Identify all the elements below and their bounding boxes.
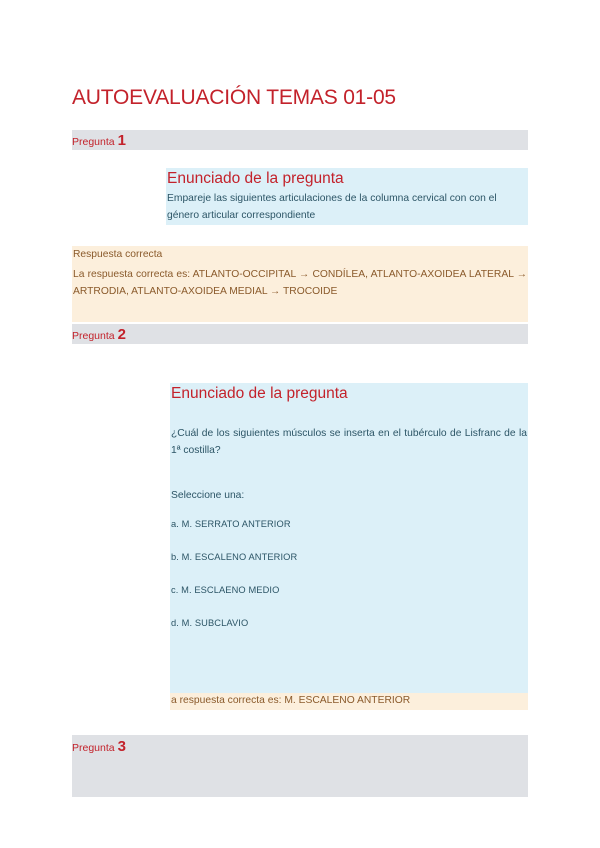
question-1-answer [72,246,528,322]
question-1-header [72,130,528,150]
question-number: 2 [117,326,126,343]
question-label: Pregunta [72,330,115,342]
page-title: AUTOEVALUACIÓN TEMAS 01-05 [72,86,396,109]
stem-heading: Enunciado de la pregunta [171,385,348,402]
answer-text: La respuesta correcta es: ATLANTO-OCCIPITAL → CONDÍLEA, ATLANTO-AXOIDEA LATERAL → ARTRODIA, ATLANTO-AXOIDEA MEDIAL → TROCOIDE [73,269,527,297]
question-3-header [72,735,528,797]
select-one-label: Seleccione una: [171,490,245,501]
stem-heading: Enunciado de la pregunta [167,170,344,187]
question-number: 3 [117,738,126,755]
answer-label: Respuesta correcta [73,249,163,260]
option-c[interactable]: c. M. ESCLAENO MEDIO [171,585,280,595]
question-1-stem [166,168,528,225]
question-label: Pregunta [72,136,115,148]
question-2-answer: a respuesta correcta es: M. ESCALENO ANTERIOR [170,693,528,710]
stem-text: Empareje las siguientes articulaciones de la columna cervical con con el género articular correspondiente [167,193,497,221]
question-2-stem [170,383,528,693]
option-d[interactable]: d. M. SUBCLAVIO [171,618,249,628]
stem-text: ¿Cuál de los siguientes músculos se inserta en el tubérculo de Lisfranc de la 1ª costilla? [171,428,527,456]
option-a[interactable]: a. M. SERRATO ANTERIOR [171,519,291,529]
option-b[interactable]: b. M. ESCALENO ANTERIOR [171,552,298,562]
question-2-header [72,324,528,344]
question-number: 1 [117,132,126,149]
question-label: Pregunta [72,742,115,754]
